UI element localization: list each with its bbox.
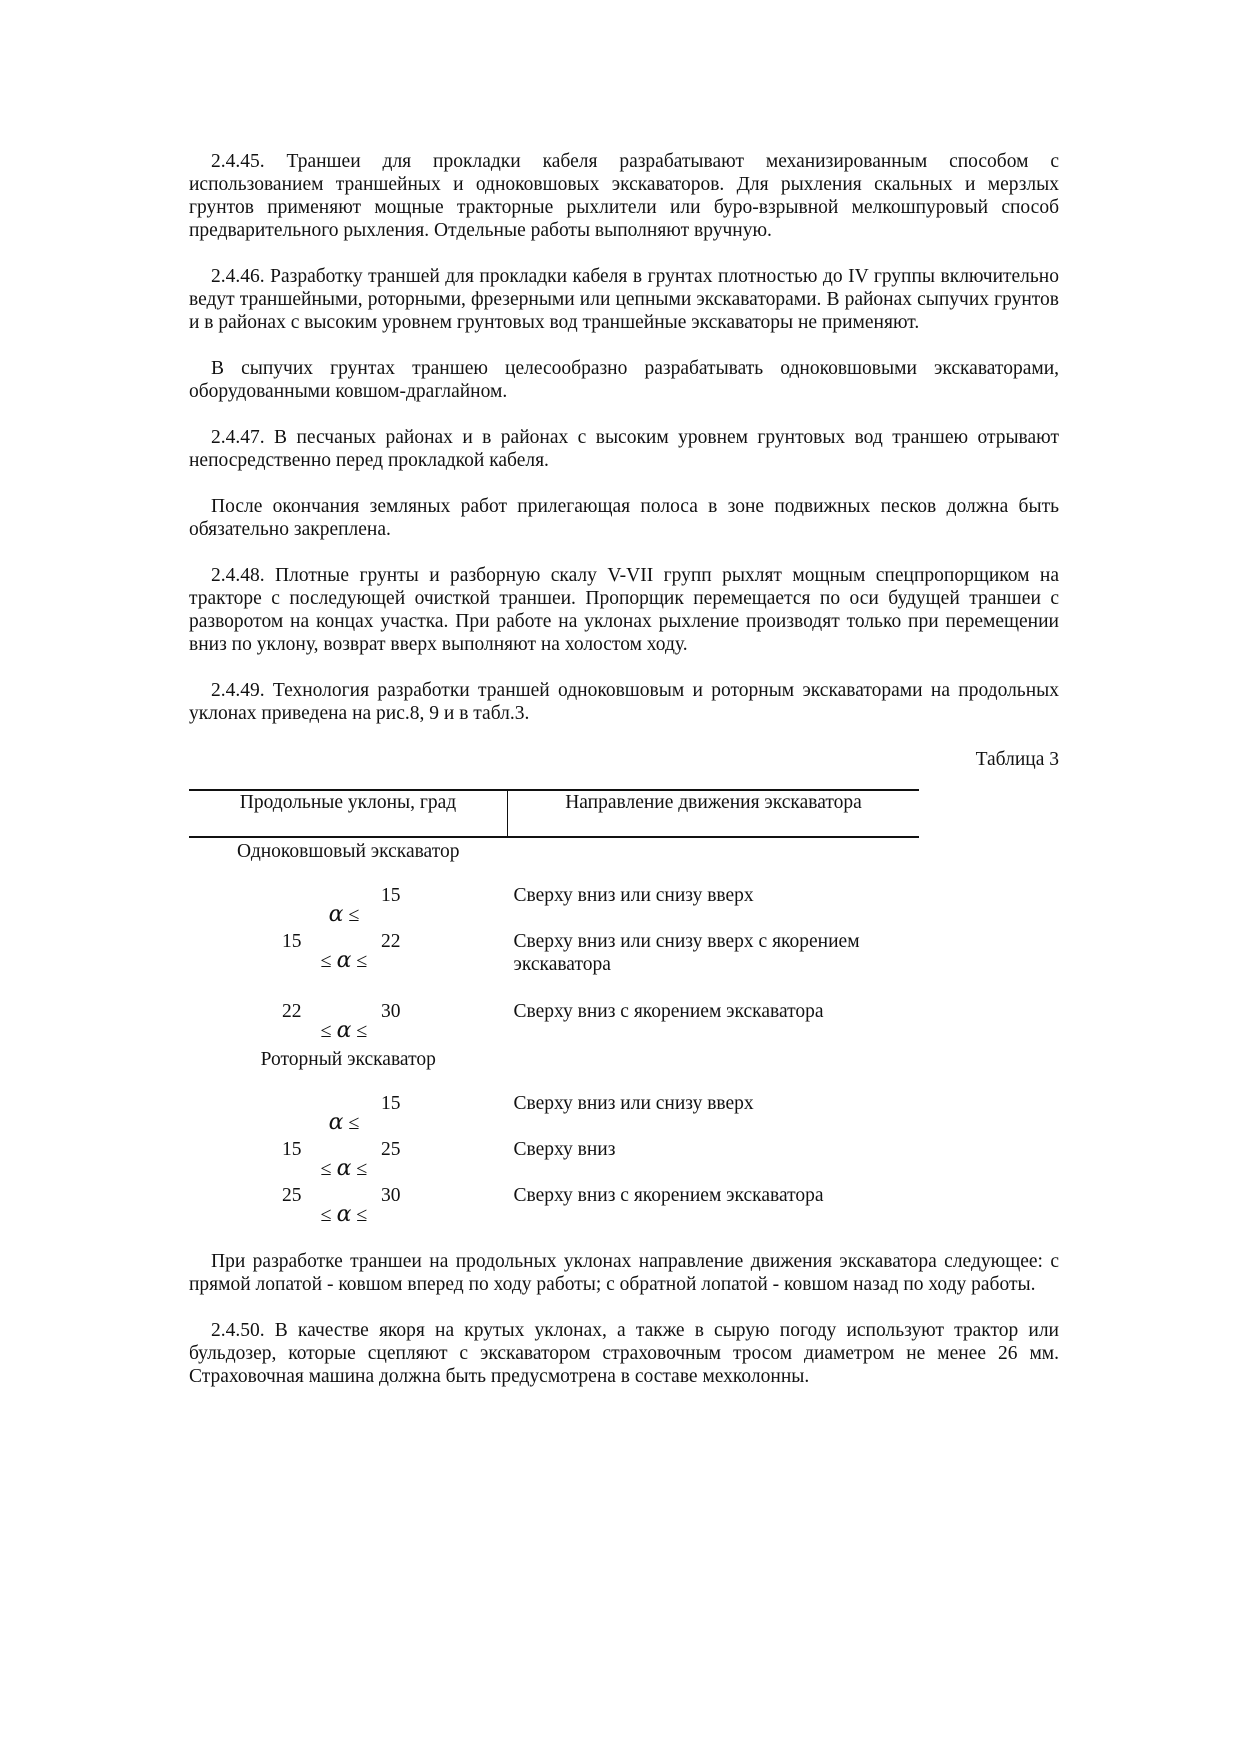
table-row bbox=[189, 884, 919, 930]
direction-text: Сверху вниз или снизу вверх bbox=[513, 885, 754, 906]
paragraph-2-4-50: 2.4.50. В качестве якоря на крутых уклонах, а также в сырую погоду используют трактор или бульдозер, которые сцепляют с экскаватором страховочным тросом диаметром не менее 26 мм. Страховочная машина должна быть предусмотрена в составе мехколонны. bbox=[189, 1320, 1059, 1387]
slope-upper-bound: 22 bbox=[381, 931, 401, 952]
paragraph-loose-soils: В сыпучих грунтах траншею целесообразно разрабатывать одноковшовыми экскаваторами, оборудованными ковшом-драглайном. bbox=[189, 358, 1059, 402]
slope-lower-bound: 15 bbox=[282, 931, 302, 952]
slope-upper-bound: 15 bbox=[381, 885, 401, 906]
slope-condition bbox=[189, 1092, 499, 1138]
slope-upper-bound: 15 bbox=[381, 1093, 401, 1114]
alpha-symbol: α bbox=[328, 1110, 344, 1135]
table-header-direction: Направление движения экскаватора bbox=[508, 790, 920, 837]
slope-lower-bound: 25 bbox=[282, 1185, 302, 1206]
slope-upper-bound: 30 bbox=[381, 1001, 401, 1022]
le-symbol: ≤ bbox=[320, 1020, 332, 1042]
le-symbol: ≤ bbox=[320, 1204, 332, 1226]
document-page bbox=[189, 150, 1059, 1411]
paragraph-2-4-49: 2.4.49. Технология разработки траншей одноковшовым и роторным экскаваторами на продольных уклонах приведена на рис.8, 9 и в табл.3. bbox=[189, 680, 1059, 724]
direction-text: Сверху вниз с якорением экскаватора bbox=[513, 1185, 824, 1206]
paragraph-after-earthworks: После окончания земляных работ прилегающая полоса в зоне подвижных песков должна быть обязательно закреплена. bbox=[189, 496, 1059, 540]
le-symbol: ≤ bbox=[320, 950, 332, 972]
alpha-symbol: α bbox=[336, 1156, 352, 1181]
direction-text: Сверху вниз с якорением экскаватора bbox=[513, 1001, 824, 1022]
slope-expression bbox=[299, 1157, 389, 1181]
table-row bbox=[189, 1184, 919, 1230]
le-symbol: ≤ bbox=[348, 904, 360, 926]
le-symbol: ≤ bbox=[356, 1204, 368, 1226]
slope-expression bbox=[299, 1203, 389, 1227]
table-group-row bbox=[189, 1046, 919, 1092]
slope-condition bbox=[189, 1000, 499, 1046]
alpha-symbol: α bbox=[336, 1018, 352, 1043]
table-header-row bbox=[189, 790, 919, 837]
slope-expression bbox=[299, 903, 389, 927]
slope-expression bbox=[299, 949, 389, 973]
table-caption: Таблица 3 bbox=[975, 749, 1059, 770]
slope-upper-bound: 25 bbox=[381, 1139, 401, 1160]
paragraph-2-4-48: 2.4.48. Плотные грунты и разборную скалу V-VII групп рыхлят мощным спецпропорщиком на тракторе с последующей очисткой траншеи. Пропорщик перемещается по оси будущей траншеи с разворотом на концах участка. При работе на уклонах рыхление производят только при перемещении вниз по уклону, возврат вверх выполняют на холостом ходу. bbox=[189, 565, 1059, 655]
alpha-symbol: α bbox=[336, 948, 352, 973]
le-symbol: ≤ bbox=[356, 1158, 368, 1180]
slope-expression bbox=[299, 1019, 389, 1043]
slope-upper-bound: 30 bbox=[381, 1185, 401, 1206]
slope-condition bbox=[189, 930, 499, 1000]
slope-lower-bound: 22 bbox=[282, 1001, 302, 1022]
slope-condition bbox=[189, 1138, 499, 1184]
le-symbol: ≤ bbox=[356, 950, 368, 972]
direction-text: Сверху вниз или снизу вверх с якорением экскаватора bbox=[513, 931, 860, 975]
table-group-row bbox=[189, 837, 919, 884]
table-row bbox=[189, 1138, 919, 1184]
slope-lower-bound: 15 bbox=[282, 1139, 302, 1160]
table-row bbox=[189, 1000, 919, 1046]
slope-condition bbox=[189, 884, 499, 930]
le-symbol: ≤ bbox=[320, 1158, 332, 1180]
direction-text: Сверху вниз или снизу вверх bbox=[513, 1093, 754, 1114]
slope-expression bbox=[299, 1111, 389, 1135]
table-header-slope: Продольные уклоны, град bbox=[189, 790, 508, 837]
paragraph-2-4-45: 2.4.45. Траншеи для прокладки кабеля разрабатывают механизированным способом с использованием траншейных и одноковшовых экскаваторов. Для рыхления скальных и мерзлых грунтов применяют мощные тракторные рыхлители или буро-взрывной мелкошпуровый способ предварительного рыхления. Отдельные работы выполняют вручную. bbox=[189, 151, 1059, 241]
paragraph-2-4-47: 2.4.47. В песчаных районах и в районах с высоким уровнем грунтовых вод траншею отрывают непосредственно перед прокладкой кабеля. bbox=[189, 427, 1059, 471]
paragraph-2-4-46: 2.4.46. Разработку траншей для прокладки кабеля в грунтах плотностью до IV группы включительно ведут траншейными, роторными, фрезерными или цепными экскаваторами. В районах сыпучих грунтов и в районах с высоким уровнем грунтовых вод траншейные экскаваторы не применяют. bbox=[189, 266, 1059, 333]
slope-direction-table bbox=[189, 789, 919, 1230]
alpha-symbol: α bbox=[336, 1202, 352, 1227]
table-row bbox=[189, 1092, 919, 1138]
group-title: Роторный экскаватор bbox=[260, 1049, 436, 1070]
direction-text: Сверху вниз bbox=[513, 1139, 616, 1160]
table-row bbox=[189, 930, 919, 1000]
alpha-symbol: α bbox=[328, 902, 344, 927]
le-symbol: ≤ bbox=[348, 1112, 360, 1134]
slope-condition bbox=[189, 1184, 499, 1230]
le-symbol: ≤ bbox=[356, 1020, 368, 1042]
paragraph-excavator-direction: При разработке траншеи на продольных уклонах направление движения экскаватора следующее: с прямой лопатой - ковшом вперед по ходу работы; с обратной лопатой - ковшом назад по ходу работы. bbox=[189, 1251, 1059, 1295]
group-title: Одноковшовый экскаватор bbox=[237, 841, 460, 862]
